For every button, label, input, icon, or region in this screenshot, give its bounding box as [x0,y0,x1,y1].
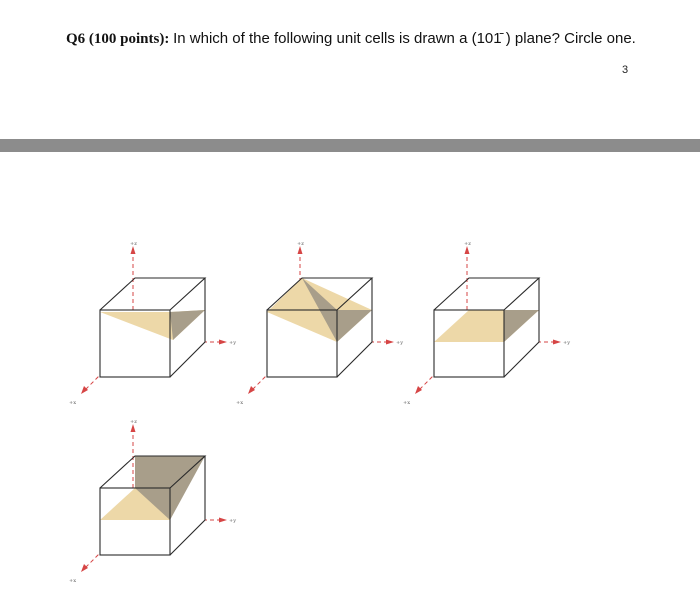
divider-bar [0,139,700,152]
axis-z-label: +z [130,419,137,425]
axis-x-label: +x [69,578,77,584]
question [66,30,666,48]
axis-y-label: +y [396,340,404,346]
axis-y-label: +y [229,340,237,346]
unit-cell-c[interactable] [394,232,594,412]
axis-y-label: +y [229,518,237,524]
axis-y-label: +y [563,340,571,346]
axis-x-label: +x [403,400,411,406]
axis-z-label: +z [130,241,137,247]
question-text: In which of the following unit cells is drawn a (101̄ ) plane? Circle one. [173,30,636,47]
axis-z-label: +z [297,241,304,247]
page-number: 3 [622,64,629,76]
axis-x-label: +x [69,400,77,406]
unit-cell-d[interactable] [60,410,260,590]
axis-x-label: +x [236,400,244,406]
axis-z-label: +z [464,241,471,247]
question-number: Q6 (100 points): [66,31,170,47]
